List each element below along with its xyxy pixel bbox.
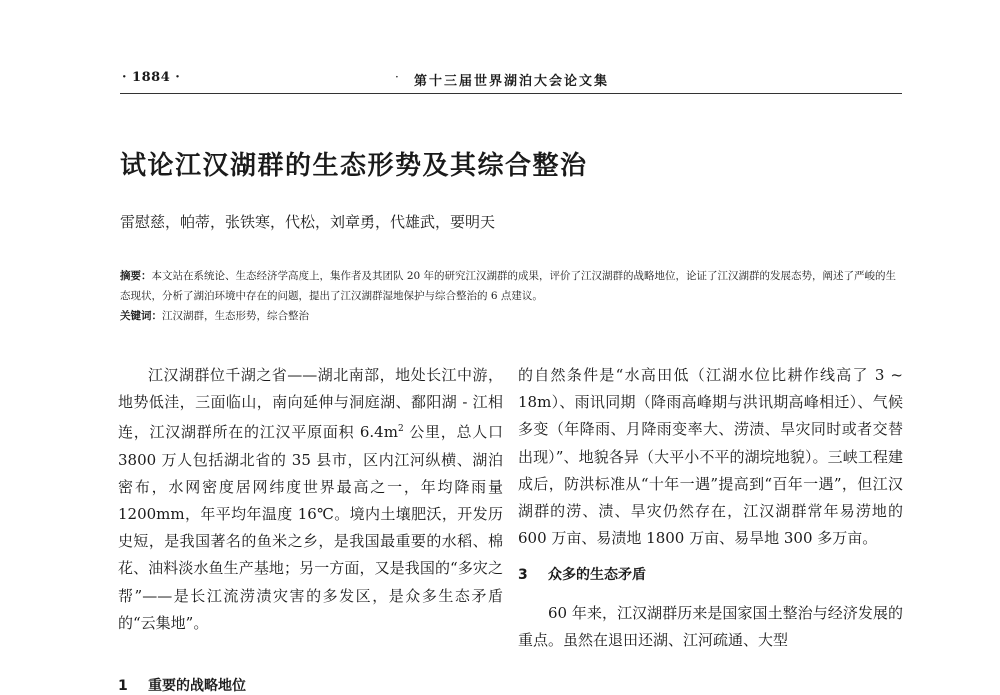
body-paragraph: 的自然条件是“水高田低（江湖水位比耕作线高了 3 ~ 18m）、雨讯同期（降雨高峰期与洪讯期高峰相迁）、气候多变（年降雨、月降雨变率大、涝渍、旱灾同时或者交替出现）”、地貌各异（大平小不平的湖垸地貌）。三峡工程建成后，防洪标准从“十年一遇”提高到“百年一遇”，但江汉湖群的涝、渍、旱灾仍然存在，江汉湖群常年易涝地的 600 万亩、易渍地 1800 万亩、易旱地 300 多万亩。: [518, 366, 903, 548]
right-column: [518, 362, 903, 654]
page-number: · 1884 ·: [122, 70, 181, 85]
left-column: [118, 362, 503, 637]
section-heading-3: [518, 562, 903, 589]
body-paragraph: [118, 362, 503, 637]
section-number: 1: [118, 678, 128, 694]
abstract-paragraph: [120, 266, 902, 306]
abstract-label: 摘要：: [120, 270, 152, 282]
section-title: 众多的生态矛盾: [548, 567, 646, 584]
superscript-exponent: 2: [397, 424, 404, 435]
abstract-block: [120, 266, 902, 326]
body-paragraph: 60 年来，江汉湖群历来是国家国土整治与经济发展的重点。虽然在退田还湖、江河疏通、大型: [518, 603, 903, 649]
header-rule: [120, 93, 902, 94]
paragraph-text-part-2: 公里，总人口 3800 万人包括湖北省的 35 县市，区内江河纵横、湖泊密布，水网密度居网纬度世界最高之一，年均降雨量 1200mm，年平均年温度 16℃。境内土壤肥沃，开发历史短，是我国著名的鱼米之乡，是我国最重要的水稻、棉花、油料淡水鱼生产基地；另一方面，又是我国的“多灾之帮”——是长江流涝渍灾害的多发区，是众多生态矛盾的“云集地”。: [118, 423, 503, 632]
running-header-title: 第十三届世界湖泊大会论文集: [414, 74, 610, 89]
section-title: 重要的战略地位: [148, 678, 246, 694]
section-heading-1: [118, 675, 246, 695]
keywords-line: [120, 306, 902, 326]
keywords-text: 江汉湖群，生态形势，综合整治: [162, 310, 309, 322]
author-list: 雷慰慈，帕蒂，张铁寒，代松，刘章勇，代雄武，要明天: [120, 213, 496, 231]
paper-title: 试论江汉湖群的生态形势及其综合整治: [120, 151, 588, 181]
abstract-text: 本文站在系统论、生态经济学高度上，集作者及其团队 20 年的研究江汉湖群的成果，评价了江汉湖群的战略地位，论证了江汉湖群的发展态势，阐述了严峻的生态现状，分析了湖泊环境中存在的问题，提出了江汉湖群湿地保护与综合整治的 6 点建议。: [120, 270, 897, 302]
header-dot: ·: [395, 70, 399, 84]
section-number: 3: [518, 567, 528, 584]
paragraph-text-part-1: 江汉湖群位千湖之省——湖北南部，地处长江中游，地势低洼，三面临山，南向延伸与洞庭湖、鄱阳湖 - 江相连，江汉湖群所在的江汉平原面积 6.4m: [118, 366, 503, 442]
keywords-label: 关键词：: [120, 310, 162, 322]
